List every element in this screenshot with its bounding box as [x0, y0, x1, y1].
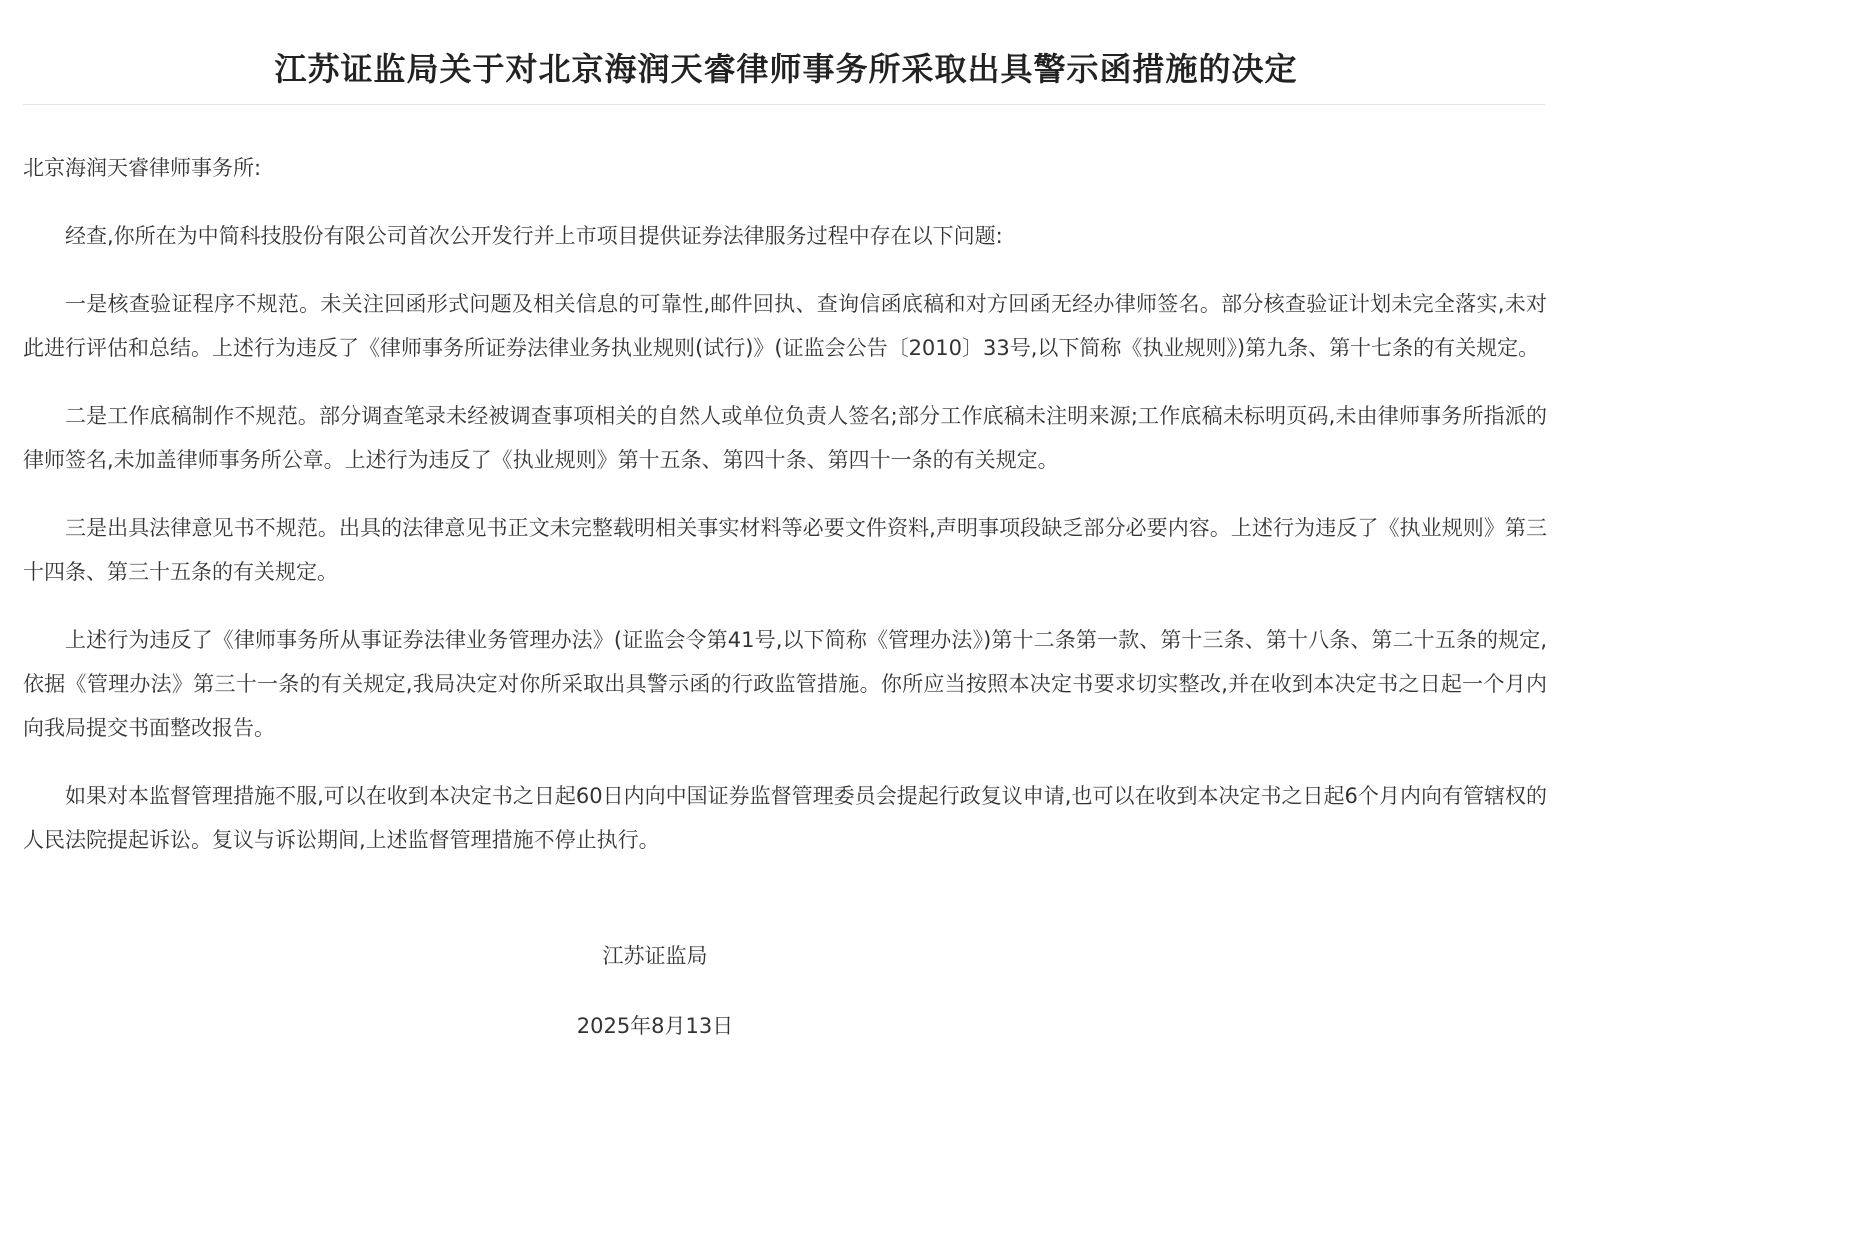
- paragraph-appeal: 如果对本监督管理措施不服,可以在收到本决定书之日起60日内向中国证券监督管理委员会提起行政复议申请,也可以在收到本决定书之日起6个月内向有管辖权的人民法院提起诉讼。复议与诉讼期间,上述监督管理措施不停止执行。: [23, 784, 1547, 852]
- paragraph-decision: 上述行为违反了《律师事务所从事证券法律业务管理办法》(证监会令第41号,以下简称《管理办法》)第十二条第一款、第十三条、第十八条、第二十五条的规定,依据《管理办法》第三十一条的有关规定,我局决定对你所采取出具警示函的行政监管措施。你所应当按照本决定书要求切实整改,并在收到本决定书之日起一个月内向我局提交书面整改报告。: [23, 628, 1547, 740]
- paragraph-issue-3: 三是出具法律意见书不规范。出具的法律意见书正文未完整载明相关事实材料等必要文件资料,声明事项段缺乏部分必要内容。上述行为违反了《执业规则》第三十四条、第三十五条的有关规定。: [23, 516, 1547, 584]
- document-body: [23, 146, 1547, 886]
- salutation: 北京海润天睿律师事务所:: [23, 156, 262, 180]
- paragraph-intro: 经查,你所在为中简科技股份有限公司首次公开发行并上市项目提供证券法律服务过程中存在以下问题:: [65, 224, 1003, 248]
- paragraph-issue-2: 二是工作底稿制作不规范。部分调查笔录未经被调查事项相关的自然人或单位负责人签名;部分工作底稿未注明来源;工作底稿未标明页码,未由律师事务所指派的律师签名,未加盖律师事务所公章。上述行为违反了《执业规则》第十五条、第四十条、第四十一条的有关规定。: [23, 404, 1547, 472]
- title-divider: [23, 104, 1545, 105]
- document-title: 江苏证监局关于对北京海润天睿律师事务所采取出具警示函措施的决定: [274, 50, 1298, 89]
- signature-organization: 江苏证监局: [602, 944, 708, 968]
- signature-date: 2025年8月13日: [576, 1014, 734, 1038]
- paragraph-issue-1: 一是核查验证程序不规范。未关注回函形式问题及相关信息的可靠性,邮件回执、查询信函底稿和对方回函无经办律师签名。部分核查验证计划未完全落实,未对此进行评估和总结。上述行为违反了《律师事务所证券法律业务执业规则(试行)》(证监会公告〔2010〕33号,以下简称《执业规则》)第九条、第十七条的有关规定。: [23, 292, 1547, 360]
